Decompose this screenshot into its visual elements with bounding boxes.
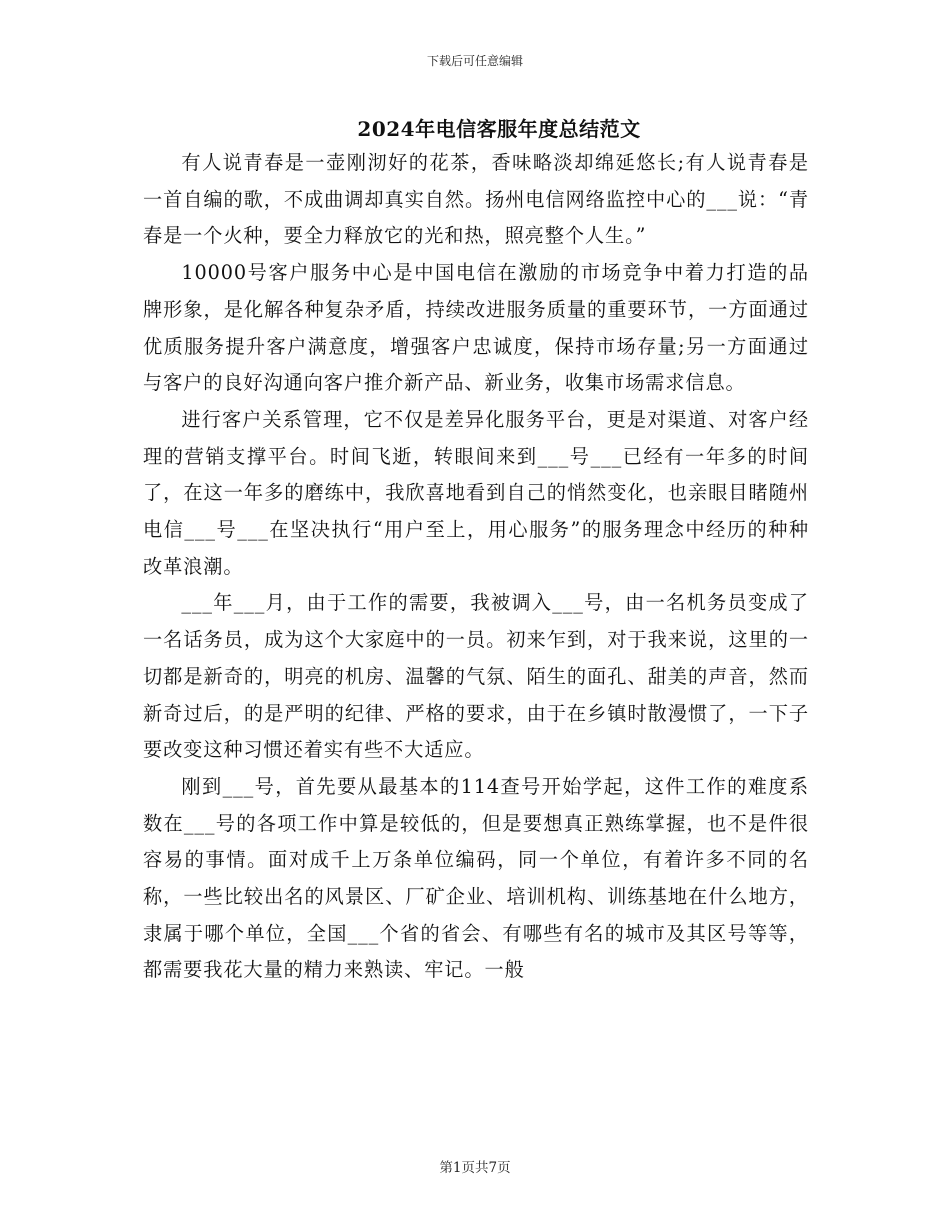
paragraph: 10000号客户服务中心是中国电信在激励的市场竞争中着力打造的品牌形象，是化解各种复杂矛盾，持续改进服务质量的重要环节，一方面通过优质服务提升客户满意度，增强客户忠诚度，保持市场存量;另一方面通过与客户的良好沟通向客户推介新产品、新业务，收集市场需求信息。 — [143, 261, 809, 395]
paragraph: 刚到___号，首先要从最基本的114查号开始学起，这件工作的难度系数在___号的各项工作中算是较低的，但是要想真正熟练掌握，也不是件很容易的事情。面对成千上万条单位编码，同一个单位，有着许多不同的名称，一些比较出名的风景区、厂矿企业、培训机构、训练基地在什么地方，隶属于哪个单位，全国___个省的省会、有哪些有名的城市及其区号等等，都需要我花大量的精力来熟读、牢记。一般 — [143, 774, 809, 982]
document-title: 2024年电信客服年度总结范文 — [357, 117, 641, 141]
page-number: 第1页共7页 — [439, 1160, 511, 1176]
document-body — [143, 145, 809, 989]
paragraph: 进行客户关系管理，它不仅是差异化服务平台，更是对渠道、对客户经理的营销支撑平台。时间飞逝，转眼间来到___号___已经有一年多的时间了，在这一年多的磨练中，我欣喜地看到自己的悄然变化，也亲眼目睹随州电信___号___在坚决执行“用户至上，用心服务”的服务理念中经历的种种改革浪潮。 — [143, 407, 809, 578]
paragraph: 有人说青春是一壶刚沏好的花茶，香味略淡却绵延悠长;有人说青春是一首自编的歌，不成曲调却真实自然。扬州电信网络监控中心的___说：“青春是一个火种，要全力释放它的光和热，照亮整个人生。” — [143, 151, 809, 248]
page-header-note: 下载后可任意编辑 — [426, 54, 523, 68]
paragraph: ___年___月，由于工作的需要，我被调入___号，由一名机务员变成了一名话务员，成为这个大家庭中的一员。初来乍到，对于我来说，这里的一切都是新奇的，明亮的机房、温馨的气氛、陌生的面孔、甜美的声音，然而新奇过后，的是严明的纪律、严格的要求，由于在乡镇时散漫惯了，一下子要改变这种习惯还着实有些不大适应。 — [143, 591, 809, 762]
